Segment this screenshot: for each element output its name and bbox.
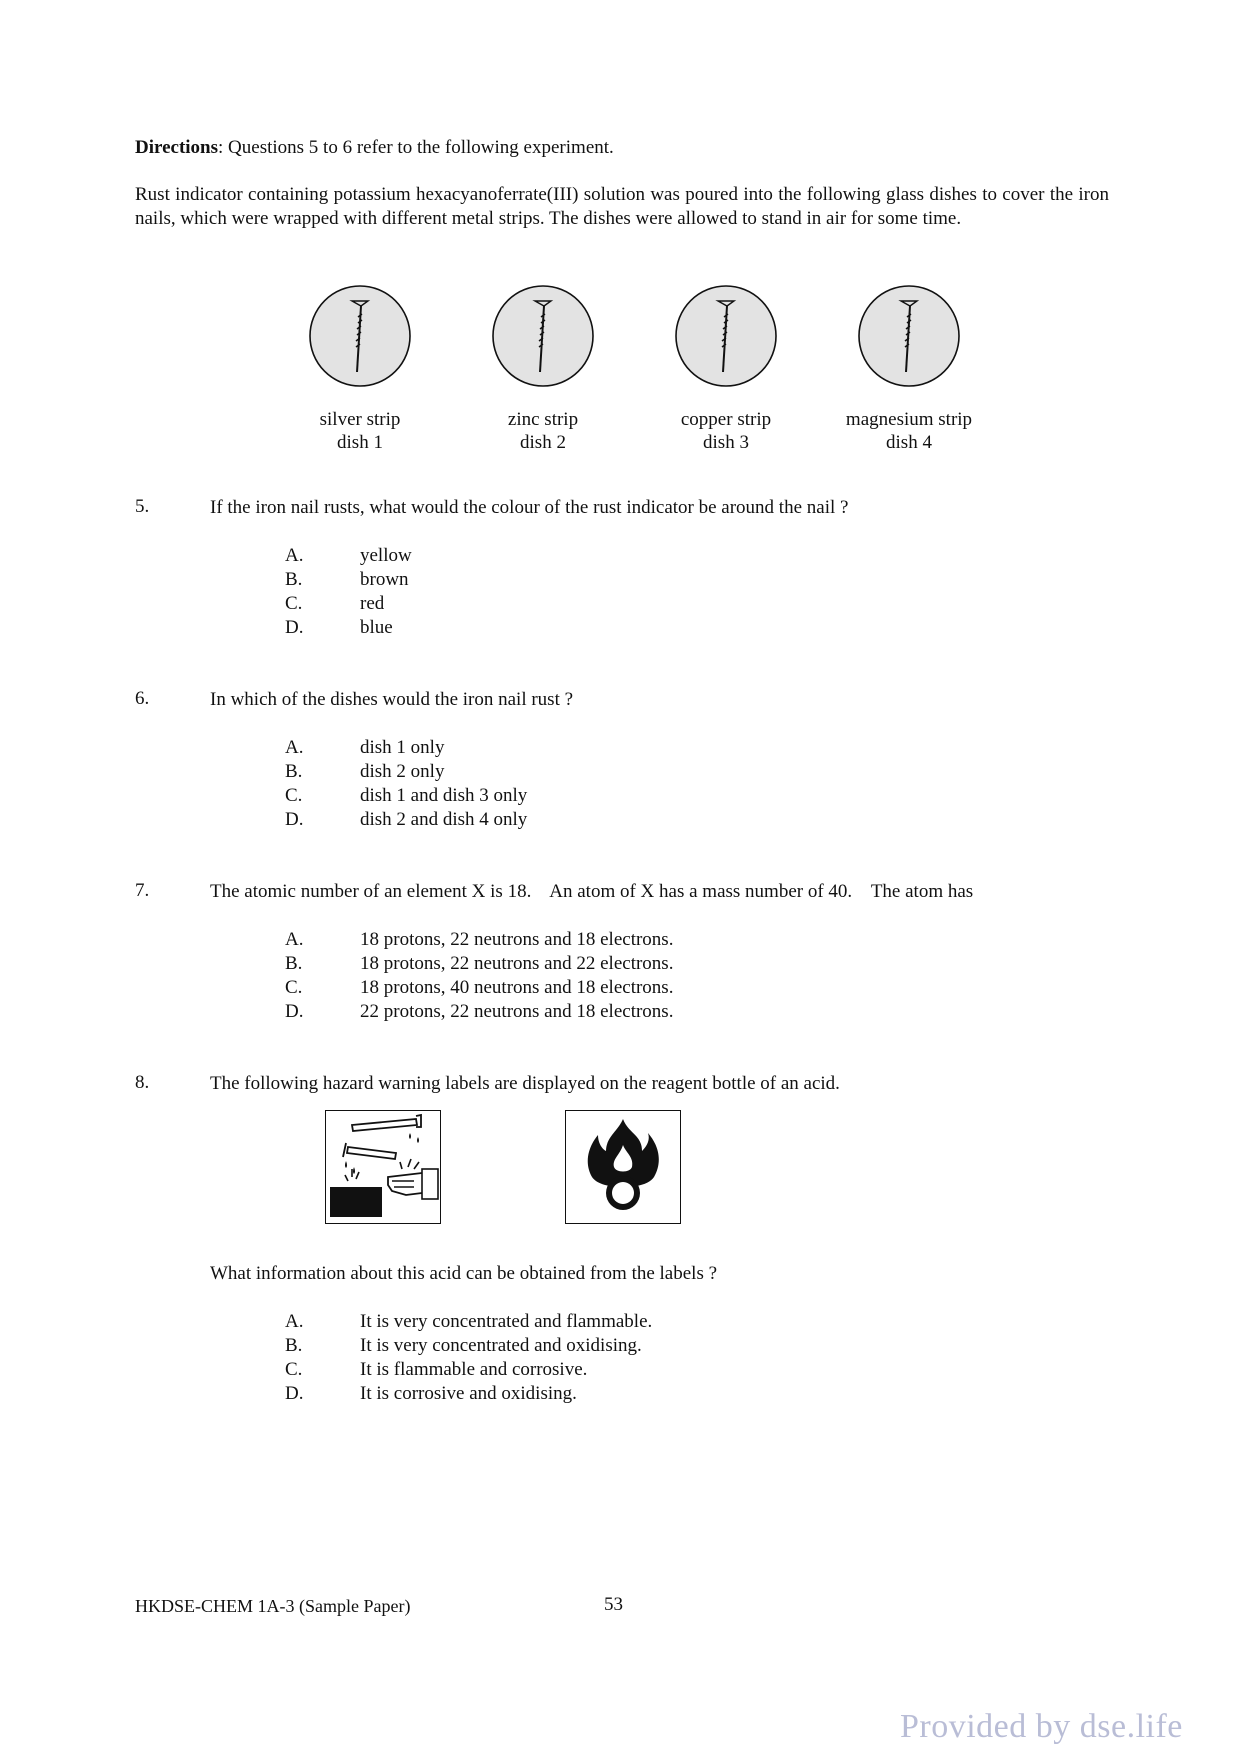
option-text: 18 protons, 22 neutrons and 18 electrons. <box>360 929 674 950</box>
option-letter: C. <box>285 977 303 998</box>
dish-strip-label: copper strip <box>680 409 772 430</box>
option-letter: A. <box>285 1311 304 1332</box>
option-text: dish 2 only <box>360 761 445 782</box>
dish-strip-label: magnesium strip <box>845 409 973 430</box>
dish-strip-label: silver strip <box>319 409 401 430</box>
option-letter: B. <box>285 761 303 782</box>
dish-nail-icon <box>308 284 412 388</box>
option-letter: B. <box>285 569 303 590</box>
page-number: 53 <box>604 1594 623 1615</box>
option-text: It is flammable and corrosive. <box>360 1359 588 1380</box>
paper-code: HKDSE-CHEM 1A-3 (Sample Paper) <box>135 1596 411 1616</box>
dish-nail-icon <box>491 284 595 388</box>
option-text: red <box>360 593 385 614</box>
option-letter: D. <box>285 1001 304 1022</box>
option-text: dish 1 and dish 3 only <box>360 785 528 806</box>
question-number: 7. <box>135 880 150 901</box>
watermark: Provided by dse.life <box>900 1708 1183 1745</box>
directions-line <box>135 136 1115 160</box>
option-letter: C. <box>285 593 303 614</box>
dishes-diagram <box>280 284 1020 469</box>
dish-name-label: dish 2 <box>520 432 566 453</box>
dish-nail-icon <box>674 284 778 388</box>
dish-4 <box>829 284 989 454</box>
dish-1 <box>280 284 440 454</box>
option-text: yellow <box>360 545 412 566</box>
dish-strip-label: zinc strip <box>507 409 579 430</box>
option-letter: A. <box>285 929 304 950</box>
option-letter: C. <box>285 785 303 806</box>
option-letter: D. <box>285 809 304 830</box>
option-text: blue <box>360 617 393 638</box>
dish-nail-icon <box>857 284 961 388</box>
option-letter: B. <box>285 1335 303 1356</box>
question-stem: The atomic number of an element X is 18. An atom of X has a mass number of 40. The atom has <box>210 881 974 902</box>
option-text: It is very concentrated and flammable. <box>360 1311 653 1332</box>
option-text: 18 protons, 40 neutrons and 18 electrons. <box>360 977 674 998</box>
experiment-intro: Rust indicator containing potassium hexacyanoferrate(III) solution was poured into the following glass dishes to cover the iron nails, which were wrapped with different metal strips. The dishes were allowed to stand in air for some time. <box>135 184 1109 229</box>
corrosive-label-icon <box>325 1110 441 1224</box>
option-text: It is very concentrated and oxidising. <box>360 1335 642 1356</box>
option-letter: D. <box>285 1383 304 1404</box>
dish-2 <box>463 284 623 454</box>
option-text: brown <box>360 569 409 590</box>
dish-name-label: dish 4 <box>886 432 932 453</box>
option-letter: A. <box>285 737 304 758</box>
question-stem: If the iron nail rusts, what would the colour of the rust indicator be around the nail ? <box>210 497 849 518</box>
option-letter: B. <box>285 953 303 974</box>
question-stem: In which of the dishes would the iron nail rust ? <box>210 689 574 710</box>
option-letter: D. <box>285 617 304 638</box>
option-letter: A. <box>285 545 304 566</box>
oxidising-label-icon <box>565 1110 681 1224</box>
option-letter: C. <box>285 1359 303 1380</box>
option-text: It is corrosive and oxidising. <box>360 1383 577 1404</box>
question-number: 6. <box>135 688 150 709</box>
option-text: 18 protons, 22 neutrons and 22 electrons. <box>360 953 674 974</box>
question-followup: What information about this acid can be obtained from the labels ? <box>210 1263 718 1284</box>
dish-3 <box>646 284 806 454</box>
directions-text: : Questions 5 to 6 refer to the following experiment. <box>218 137 614 158</box>
option-text: 22 protons, 22 neutrons and 18 electrons. <box>360 1001 674 1022</box>
question-number: 8. <box>135 1072 150 1093</box>
directions-label: Directions <box>135 137 219 158</box>
option-text: dish 1 only <box>360 737 445 758</box>
option-text: dish 2 and dish 4 only <box>360 809 528 830</box>
dish-name-label: dish 3 <box>703 432 749 453</box>
question-number: 5. <box>135 496 150 517</box>
question-stem: The following hazard warning labels are displayed on the reagent bottle of an acid. <box>210 1073 840 1094</box>
dish-name-label: dish 1 <box>337 432 383 453</box>
